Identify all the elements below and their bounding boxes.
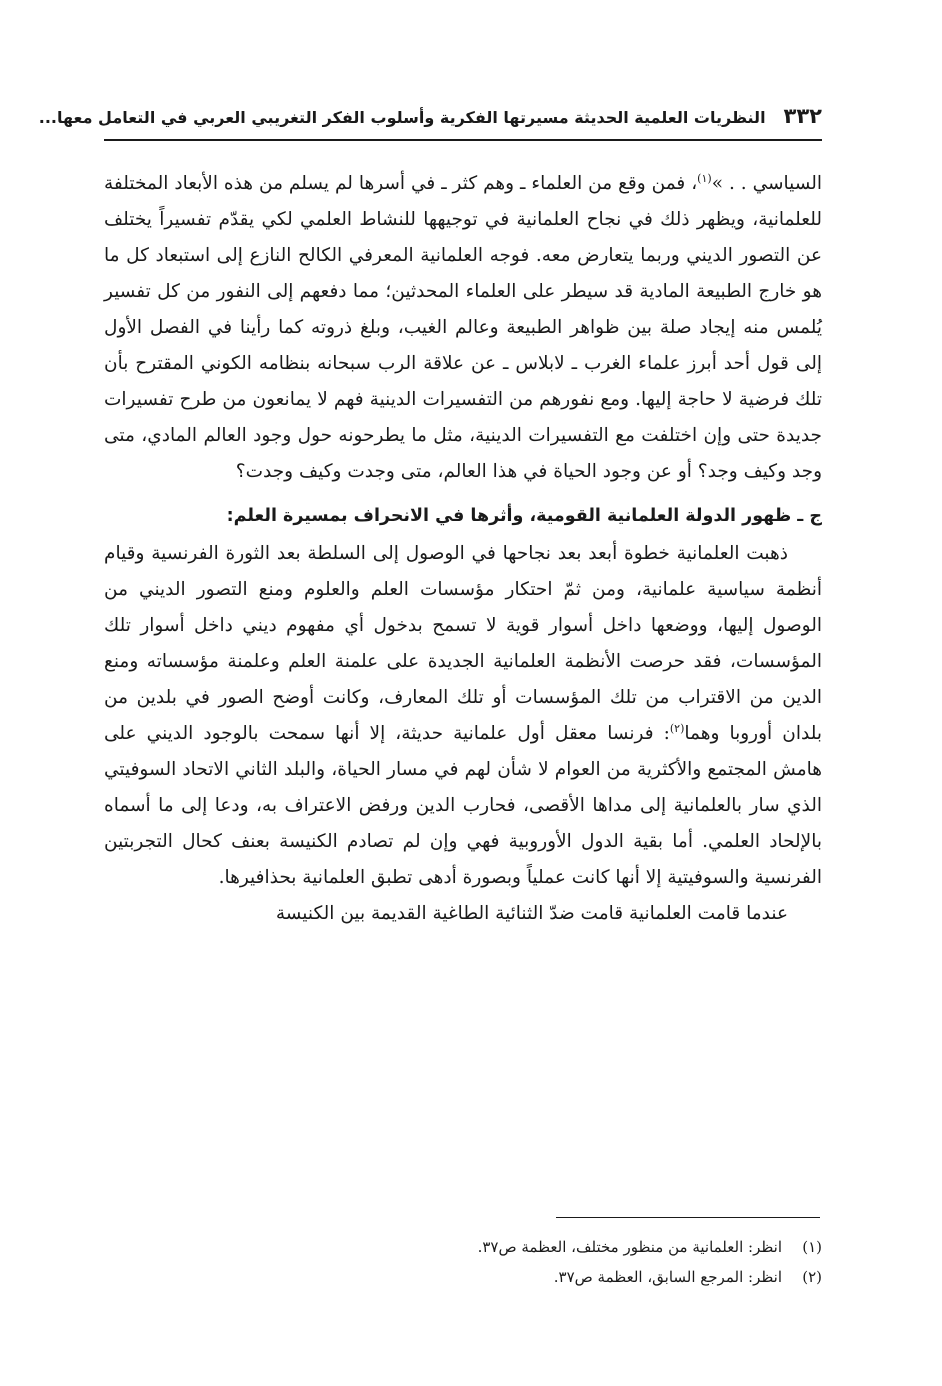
footnote-1 <box>104 1232 822 1262</box>
paragraph-2-start: ذهبت العلمانية خطوة أبعد بعد نجاحها في الوصول إلى السلطة بعد الثورة الفرنسية وقيام أنظمة سياسية علمانية، ومن ثمّ احتكار مؤسسات العلم والعلوم ومنع التصور الديني من الوصول إليها، ووضعها داخل أسوار قوية لا تسمح بدخول أي مفهوم ديني داخل أسوار تلك المؤسسات، فقد حرصت الأنظمة العلمانية الجديدة على علمنة العلم وعلمنة مؤسساته ومنع الدين من الاقتراب من تلك المؤسسات أو تلك المعارف، وكانت أوضح الصور في بلدين من بلدان أوروبا وهما <box>104 543 822 744</box>
header-divider <box>104 139 822 141</box>
running-title: النظريات العلمية الحديثة مسيرتها الفكرية وأسلوب الفكر التغريبي العربي في التعامل معها... <box>38 108 766 127</box>
footnote-text: انظر: العلمانية من منظور مختلف، العظمة ص٣٧. <box>477 1238 782 1256</box>
footnotes <box>104 1232 822 1292</box>
paragraph-2-rest: : فرنسا معقل أول علمانية حديثة، إلا أنها سمحت بالوجود الديني على هامش المجتمع والأكثرية من العوام لا شأن لهم في مسار الحياة، والبلد الثاني الاتحاد السوفيتي الذي سار بالعلمانية إلى مداها الأقصى، فحارب الدين ورفض الاعتراف به، ودعا إلى ما أسماه بالإلحاد العلمي. أما بقية الدول الأوروبية فهي وإن لم تصادم الكنيسة بعنف كحال التجربتين الفرنسية والسوفيتية إلا أنها كانت عملياً وبصورة أدهى تطبق العلمانية بحذافيرها. <box>104 723 822 888</box>
footnote-number: (٢) <box>802 1268 822 1286</box>
page-header <box>38 104 822 128</box>
paragraph-1-rest: ، فمن وقع من العلماء ـ وهم كثر ـ في أسرها لم يسلم من هذه الأبعاد المختلفة للعلمانية، ويظهر ذلك في نجاح العلمانية في توجيهها للنشاط العلمي لكي يقدّم تفسيراً يختلف عن التصور الديني وربما يتعارض معه. فوجه العلمانية المعرفي الكالح النازع إلى استبعاد كل ما هو خارج الطبيعة المادية قد سيطر على العلماء المحدثين؛ مما دفعهم إلى النفور من كل تفسير يُلمس منه إيجاد صلة بين ظواهر الطبيعة وعالم الغيب، وبلغ ذروته كما رأينا في الفصل الأول إلى قول أحد أبرز علماء الغرب ـ لابلاس ـ عن علاقة الرب سبحانه بنظامه الكوني المقترح بأن تلك فرضية لا حاجة إليها. ومع نفورهم من التفسيرات الدينية فهم لا يمانعون من طرح تفسيرات جديدة حتى وإن اختلفت مع التفسيرات الدينية، مثل ما يطرحونه حول وجود العالم المادي، متى وجد وكيف وجد؟ أو عن وجود الحياة في هذا العالم، متى وجدت وكيف وجدت؟ <box>104 173 822 482</box>
page-number: ٣٣٢ <box>783 104 822 128</box>
footnote-ref-1: (١) <box>697 171 712 185</box>
paragraph-2 <box>104 536 822 896</box>
footnote-2 <box>104 1262 822 1292</box>
footnote-ref-2: (٢) <box>669 721 685 735</box>
main-text <box>104 166 822 932</box>
footnote-number: (١) <box>802 1238 822 1256</box>
paragraph-1 <box>104 166 822 490</box>
paragraph-1-start: السياسي . . » <box>711 173 822 194</box>
footnote-divider <box>556 1217 820 1218</box>
section-heading: ج ـ ظهور الدولة العلمانية القومية، وأثرها في الانحراف بمسيرة العلم: <box>226 506 822 526</box>
paragraph-3: عندما قامت العلمانية قامت ضدّ الثنائية الطاغية القديمة بين الكنيسة <box>275 903 788 924</box>
footnote-text: انظر: المرجع السابق، العظمة ص٣٧. <box>553 1268 782 1286</box>
